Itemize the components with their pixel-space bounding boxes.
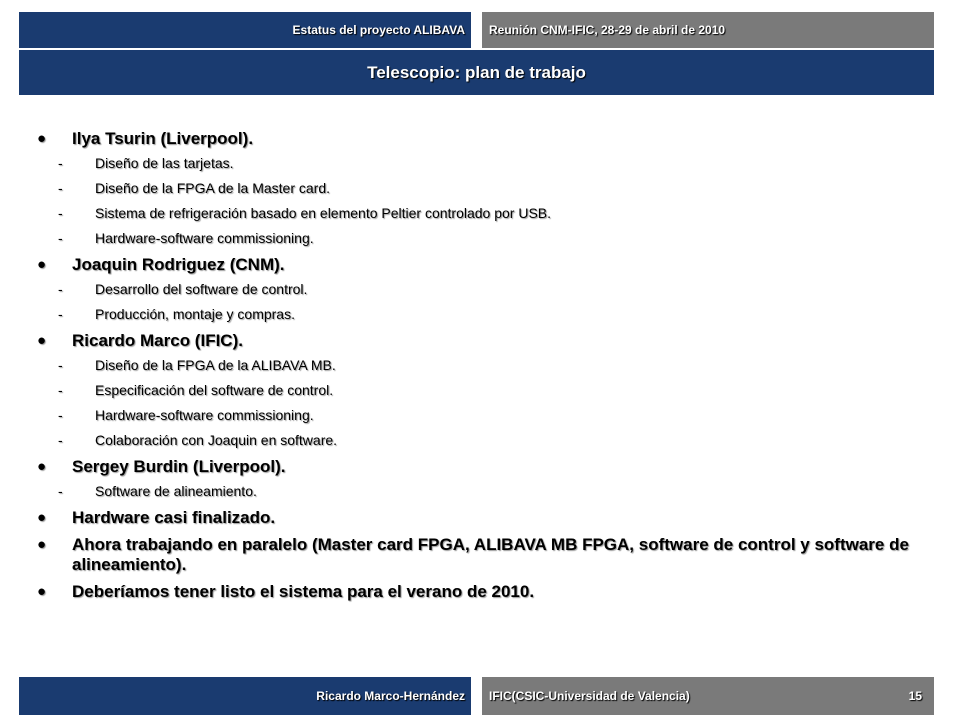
- bullet-text: Ahora trabajando en paralelo (Master card FPGA, ALIBAVA MB FPGA, software de control y software de alineamiento).: [72, 535, 909, 574]
- sub-bullet-text: Software de alineamiento.: [95, 483, 257, 499]
- sub-bullet-text: Diseño de las tarjetas.: [95, 155, 234, 171]
- sub-bullet-item: [34, 230, 914, 247]
- bullet-dot-icon: ●: [37, 332, 47, 349]
- slide-content: [34, 129, 914, 608]
- dash-icon: -: [58, 357, 63, 373]
- bullet-item: [34, 535, 914, 575]
- footer-institution-text: IFIC(CSIC-Universidad de Valencia): [489, 689, 690, 703]
- dash-icon: -: [58, 432, 63, 448]
- sub-bullet-text: Sistema de refrigeración basado en elemento Peltier controlado por USB.: [95, 205, 552, 221]
- bullet-item: [34, 129, 914, 149]
- sub-bullet-text: Colaboración con Joaquin en software.: [95, 432, 338, 448]
- dash-icon: -: [58, 306, 63, 322]
- bullet-text: Joaquin Rodriguez (CNM).: [72, 255, 285, 274]
- dash-icon: -: [58, 205, 63, 221]
- sub-bullet-item: [34, 306, 914, 323]
- bullet-text: Sergey Burdin (Liverpool).: [72, 457, 286, 476]
- dash-icon: -: [58, 382, 63, 398]
- sub-bullet-text: Especificación del software de control.: [95, 382, 334, 398]
- dash-icon: -: [58, 483, 63, 499]
- footer-institution: [482, 677, 934, 715]
- sub-bullet-item: [34, 382, 914, 399]
- footer-author-text: Ricardo Marco-Hernández: [316, 689, 465, 703]
- sub-bullet-item: [34, 483, 914, 500]
- bullet-dot-icon: ●: [37, 583, 47, 600]
- bullet-dot-icon: ●: [37, 536, 47, 553]
- sub-bullet-item: [34, 281, 914, 298]
- sub-bullet-text: Producción, montaje y compras.: [95, 306, 295, 322]
- sub-bullet-item: [34, 357, 914, 374]
- dash-icon: -: [58, 155, 63, 171]
- bullet-dot-icon: ●: [37, 130, 47, 147]
- sub-bullet-text: Diseño de la FPGA de la Master card.: [95, 180, 330, 196]
- sub-bullet-text: Diseño de la FPGA de la ALIBAVA MB.: [95, 357, 336, 373]
- bullet-item: [34, 582, 914, 602]
- header-left-text: Estatus del proyecto ALIBAVA: [292, 23, 465, 37]
- sub-bullet-text: Hardware-software commissioning.: [95, 407, 314, 423]
- bullet-dot-icon: ●: [37, 256, 47, 273]
- bullet-text: Hardware casi finalizado.: [72, 508, 276, 527]
- dash-icon: -: [58, 407, 63, 423]
- sub-bullet-item: [34, 205, 914, 222]
- bullet-text: Ilya Tsurin (Liverpool).: [72, 129, 254, 148]
- bullet-dot-icon: ●: [37, 458, 47, 475]
- sub-bullet-item: [34, 180, 914, 197]
- sub-bullet-item: [34, 432, 914, 449]
- header-right-text: Reunión CNM-IFIC, 28-29 de abril de 2010: [489, 23, 726, 37]
- bullet-item: [34, 457, 914, 477]
- bullet-item: [34, 508, 914, 528]
- sub-bullet-item: [34, 407, 914, 424]
- sub-bullet-item: [34, 155, 914, 172]
- slide-title: Telescopio: plan de trabajo: [367, 62, 586, 82]
- header-project-status: [19, 12, 471, 48]
- page-number: 15: [908, 689, 922, 703]
- bullet-item: [34, 255, 914, 275]
- sub-bullet-text: Desarrollo del software de control.: [95, 281, 308, 297]
- slide-title-bar: [19, 50, 934, 95]
- sub-bullet-text: Hardware-software commissioning.: [95, 230, 314, 246]
- bullet-text: Deberíamos tener listo el sistema para el verano de 2010.: [72, 582, 535, 601]
- dash-icon: -: [58, 230, 63, 246]
- dash-icon: -: [58, 281, 63, 297]
- dash-icon: -: [58, 180, 63, 196]
- footer-author: [19, 677, 471, 715]
- bullet-text: Ricardo Marco (IFIC).: [72, 331, 243, 350]
- header-meeting-info: [482, 12, 934, 48]
- bullet-item: [34, 331, 914, 351]
- bullet-dot-icon: ●: [37, 509, 47, 526]
